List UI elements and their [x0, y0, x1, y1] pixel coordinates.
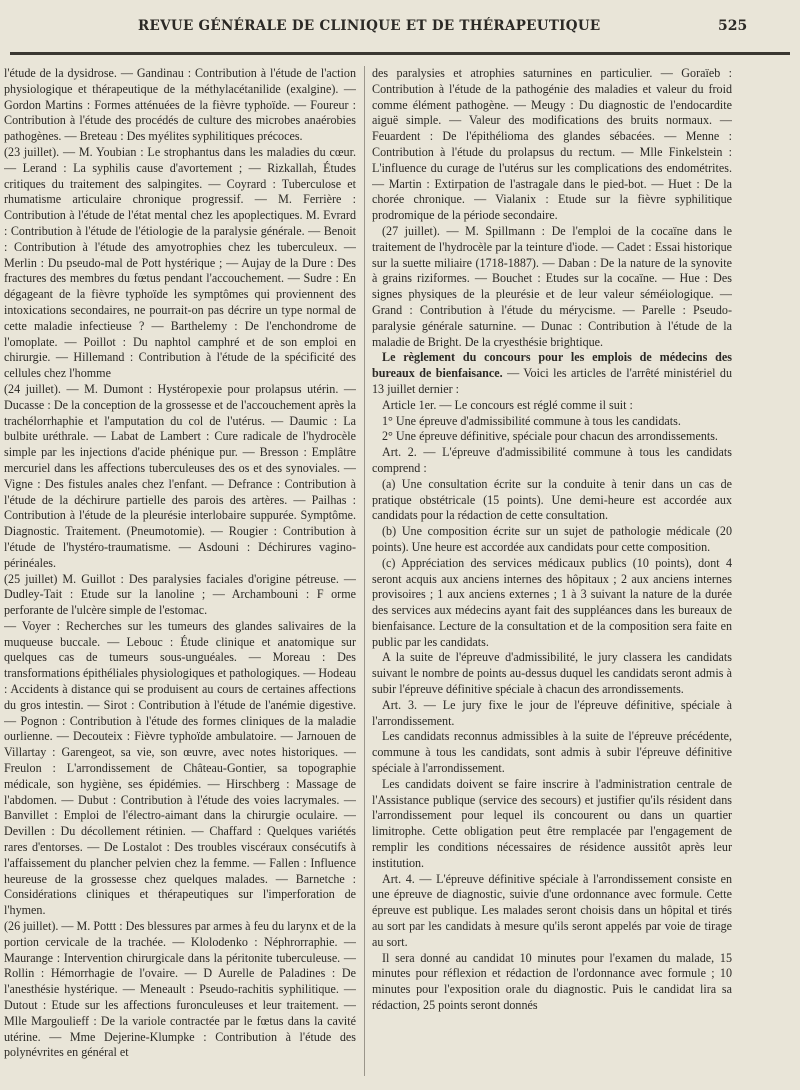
right-column [372, 66, 732, 1076]
left-paragraph: l'étude de la dysidrose. — Gandinau : Contribution à l'étude de l'action physiologique et thérapeutique de la méthylacétanilide (exalgine). — Gordon Martins : Formes atténuées de la fièvre typhoïde. — Foureur : Contribution à l'étude des procédés de culture des microbes anaérobies pathogènes. — Breteau : Des myélites syphilitiques précoces. [4, 66, 356, 144]
left-paragraph: (25 juillet) M. Guillot : Des paralysies faciales d'origine pétreuse. — Dudley-Tait : Etude sur la lanoline ; — Archambouni : F orme perforante de l'ulcère simple de l'estomac. [4, 571, 356, 618]
left-column [4, 66, 356, 1076]
article-paragraph: A la suite de l'épreuve d'admissibilité, le jury classera les candidats suivant le nombre de points au-dessus duquel les candidats seront admis à subir l'épreuve définitive spéciale à chacun des arrondissements. [372, 650, 732, 697]
right-paragraph: des paralysies et atrophies saturnines en particulier. — Goraïeb : Contribution à l'étude de la pathogénie des maladies et valeur du froid comme élément pathogène. — Meugy : Du diagnostic de l'endocardite aiguë simple. — Valeur des modifications des bruits normaux. — Feuardent : De l'épithélioma des glandes sébacées. — Menne : Contribution à l'étude du prolapsus du rectum. — Mlle Finkelstein : L'influence du curage de l'utérus sur les complications des endométrites. — Martin : Extirpation de l'astragale dans le pied-bot. — Huet : De la chorée chronique. — Vialanix : Etude sur la fièvre syphilitique prodromique de la période secondaire. [372, 66, 732, 223]
section-heading: Le règlement du concours pour les emplois de médecins des bureaux de bienfaisance. [372, 350, 732, 381]
article-paragraph: Les candidats doivent se faire inscrire à l'administration centrale de l'Assistance publique (service des secours) et justifier qu'ils résident dans l'arrondissement pour lequel ils concourent ou dans un quartier limitrophe. Cette obligation peut être remplacée par l'engagement de remplir les conditions nécessaires de résidence aussitôt après leur institution. [372, 776, 732, 870]
right-paragraph: (27 juillet). — M. Spillmann : De l'emploi de la cocaïne dans le traitement de l'hydrocèle par la teinture d'iode. — Cadet : Essai historique sur la suette miliaire (1718-1887). — Daban : De la nature de la synovite à grains riziformes. — Bouchet : Etudes sur la cocaïne. — Hue : Des signes physiques de la pleurésie et de leur valeur séméiologique. — Grand : Contribution à l'étude du mérycisme. — Parelle : Pseudo-paralysie générale saturnine. — Dunac : Contribution à l'étude de la maladie de Bright. De la cryesthésie brightique. [372, 223, 732, 349]
article-paragraph: Les candidats reconnus admissibles à la suite de l'épreuve précédente, commune à tous les candidats, sont admis à subir l'épreuve définitive spéciale à l'arrondissement. [372, 729, 732, 776]
article-paragraph: (b) Une composition écrite sur un sujet de pathologie médicale (20 points). Une heure est accordée aux candidats pour cette composition. [372, 524, 732, 554]
page-number: 525 [718, 18, 748, 34]
article-paragraph: Art. 2. — L'épreuve d'admissibilité commune à tous les candidats comprend : [372, 445, 732, 475]
article-paragraph: (c) Appréciation des services médicaux publics (10 points), dont 4 seront acquis aux anciens internes des hôpitaux ; 2 aux anciens internes provisoires ; 1 aux anciens externes ; 1 à 3 suivant la nature de la durée des services aux médecins ayant fait des suppléances dans les bureaux de bienfaisance. Lecture de la consultation et de la composition sera faite en public par les candidats. [372, 555, 732, 649]
section-intro: — Voici les articles de l'arrêté ministériel du 13 juillet dernier : [372, 366, 732, 396]
header-rule [10, 52, 790, 55]
article-paragraph: 1° Une épreuve d'admissibilité commune à tous les candidats. [382, 413, 681, 428]
left-paragraph: (24 juillet). — M. Dumont : Hystéropexie pour prolapsus utérin. — Ducasse : De la conception de la grossesse et de l'accouchement après la trachélorrhaphie et l'amputation du col de l'utérus. — Daumic : La bulbite uréthrale. — Labat de Lambert : Cure radicale de l'hydrocèle simple par les injections d'acide phénique pur. — Bresson : Emplâtre mercuriel dans les affections tuberculeuses des os et des synoviales. — Vigne : Des fistules anales chez l'enfant. — Defrance : Contribution à l'étude de la déchirure partielle des parois des artères. — Pailhas : Contribution à l'étude de la pleurésie interlobaire suppurée. Symptôme. Diagnostic. Traitement. (Pneumotomie). — Rougier : Contribution à l'étude de l'hystéro-traumatisme. — Asdouni : Déchirures vagino-périnéales. [4, 381, 356, 570]
page-header [0, 0, 800, 48]
left-paragraph: (23 juillet). — M. Youbian : Le strophantus dans les maladies du cœur. — Lerand : La syphilis cause d'avortement ; — Rizkallah, Études critiques du traitement des salpingites. — Coyrard : Tuberculose et rhumatisme articulaire chronique progressif. — M. Ferrière : Contribution à l'étude de l'état mental chez les apoplectiques. M. Evrard : Contribution à l'étude de l'étiologie de la paralysie générale. — Benoit : Contribution à l'étude des amyotrophies chez les tuberculeux. — Merlin : Du pseudo-mal de Pott hystérique ; — Aujay de la Dure : Des fractures des membres du fœtus pendant l'accouchement. — Sudre : En dégageant de la fièvre typhoïde les symptômes qui proviennent des intoxications secondaires, ne pourrait-on pas décrire un type normal de cette maladie infectieuse ? — Barthelemy : De l'enchondrome de l'omoplate. — Poillot : Du naphtol camphré et de son emploi en chirurgie. — Hillemand : Contribution à l'étude de la spécificité des cellules chez l'homme [4, 144, 356, 381]
running-title: REVUE GÉNÉRALE DE CLINIQUE ET DE THÉRAPEUTIQUE [138, 18, 601, 34]
article-paragraph: Art. 4. — L'épreuve définitive spéciale à l'arrondissement consiste en une épreuve de diagnostic, suivie d'une ordonnance avec formule. Cette épreuve est publique. Les malades seront choisis dans un hôpital et tirés au sort par les candidats à mesure qu'ils seront appelés par voie de tirage au sort. [372, 871, 732, 949]
article-paragraph: Article 1er. — Le concours est réglé comme il suit : [382, 397, 633, 412]
article-paragraph: Art. 3. — Le jury fixe le jour de l'épreuve définitive, spéciale à l'arrondissement. [372, 697, 732, 728]
article-paragraph: (a) Une consultation écrite sur la conduite à tenir dans un cas de pratique obstétricale (15 points). Une demi-heure est accordée aux candidats pour la rédaction de cette consultation. [372, 476, 732, 523]
article-paragraph: 2° Une épreuve définitive, spéciale pour chacun des arrondissements. [382, 429, 718, 444]
left-paragraph: (26 juillet). — M. Pottt : Des blessures par armes à feu du larynx et de la portion cervicale de la trachée. — Klolodenko : Néphrorraphie. — Maurange : Intervention chirurgicale dans la péritonite tuberculeuse. — Rollin : Hémorrhagie de l'ovaire. — D Aurelle de Paladines : De l'anesthésie hystérique. — Meneault : Pseudo-rachitis syphilitique. — Dutout : Etude sur les affections furonculeuses et leur traitement. — Mlle Margoulieff : De la variole contractée par le fœtus dans la cavité utérine. — Mme Dejerine-Klumpke : Contribution à l'étude des polynévrites en général et [4, 919, 356, 1060]
article-paragraph: Il sera donné au candidat 10 minutes pour l'examen du malade, 15 minutes pour réflexion et rédaction de l'ordonnance avec formule ; 10 minutes pour l'exposition orale du diagnostic. Puis le candidat lira sa rédaction, 25 points seront donnés [372, 950, 732, 1013]
column-divider [364, 66, 365, 1076]
left-paragraph: — Voyer : Recherches sur les tumeurs des glandes salivaires de la muqueuse buccale. — Lebouc : Étude clinique et anatomique sur quelques cas de tumeurs sous-unguéales. — Moreau : Des transformations épithéliales physiologiques et pathologiques. — Hodeau : Accidents à distance qui se produisent au cours de certaines affections du gros intestin. — Sirot : Contribution à l'étude de l'anémie digestive. — Pognon : Contribution à l'étude des formes cliniques de la maladie ourlienne. — Decouteix : Fièvre typhoïde ambulatoire. — Jarnouen de Villartay : Garengeot, sa vie, son œuvre, avec notes historiques. — Freulon : L'arrondissement de Château-Gontier, sa topographie médicale, son hygiène, ses épidémies. — Hirschberg : Massage de l'abdomen. — Dubut : Contribution à l'étude des voies lacrymales. — Banvillet : Emploi de l'électro-aimant dans la chirurgie oculaire. — Devillen : Du décollement rétinien. — Chaffard : Quelques variétés rares d'entorses. — De Lostalot : Des troubles viscéraux consécutifs à l'affaissement du plancher pelvien chez la femme. — Fallen : Influence heureuse de la grossesse chez quelques malades. — Barnetche : Considérations cliniques et thérapeutiques sur l'imperforation de l'hymen. [4, 618, 356, 918]
section-paragraph [372, 350, 732, 397]
